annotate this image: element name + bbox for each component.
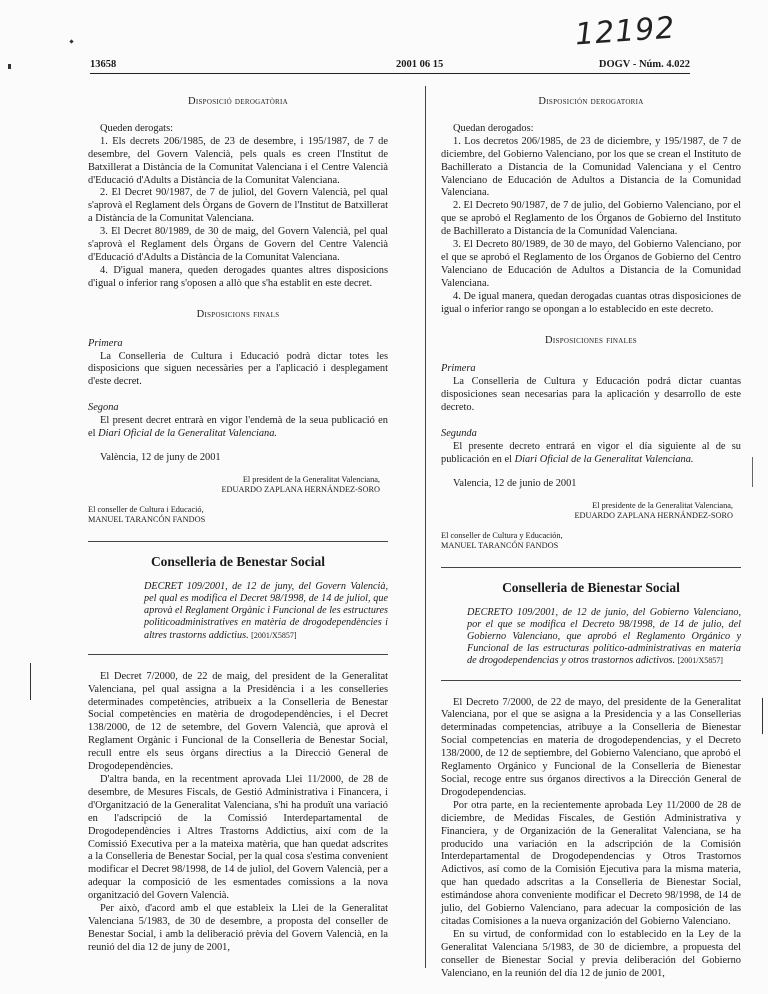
decree-reference: [2001/X5857] [251, 630, 297, 640]
countersign-name: MANUEL TARANCÓN FANDOS [441, 540, 559, 550]
paragraph: Queden derogats: [100, 122, 173, 134]
journal-name: Diari Oficial de la Generalitat Valenciana. [98, 428, 278, 440]
paragraph: 1. Los decretos 206/1985, de 23 de diciembre, y 195/1987, de 7 de diciembre, del Gobierno Valenciano, por los que se crean el Instituto de Bachillerato a Distancia de la Comunidad Valenciana y el Centro Valenciano de Educación de Adultos a Distancia de la Comunidad Valenciana. [441, 135, 741, 199]
paragraph-text: El present decret entrarà en vigor l'endemà de la seua publicació en el [88, 415, 388, 440]
paragraph [441, 441, 741, 467]
page-header [90, 59, 690, 73]
countersign-title: El conseller de Cultura i Educació, [88, 504, 204, 514]
provision-label: Primera [441, 363, 476, 375]
paragraph: Per això, d'acord amb el que estableix la Llei de la Generalitat Valenciana 5/1983, de 30 de desembre, a proposta del conseller de Benestar Social, i amb la deliberació prèvia del Govern Valencià, en la reunió del dia 12 de juny de 2001, [88, 903, 388, 953]
countersign-name: MANUEL TARANCÓN FANDOS [88, 514, 206, 524]
handwritten-number: 12192 [573, 10, 677, 53]
paragraph: 3. El Decreto 80/1989, de 30 de mayo, del Gobierno Valenciano, por el que se aprobó el Reglamento de los Órganos de Gobierno del Centro Valenciano de Educación de Adultos a Distancia de la Comunidad Valenciana. [441, 239, 741, 289]
journal-name: Diari Oficial de la Generalitat Valenciana. [514, 453, 694, 465]
paragraph: 2. El Decret 90/1987, de 7 de juliol, del Govern Valencià, pel qual s'aprovà el Reglament dels Òrgans de Govern de l'Institut de Batxillerat a Distància de la Comunitat Valenciana. [88, 187, 388, 225]
decree-title [467, 607, 741, 668]
paragraph-text: El presente decreto entrará en vigor el día siguiente al de su publicación en el [441, 440, 741, 465]
place-date: Valencia, 12 de junio de 2001 [453, 477, 577, 489]
paragraph: La Conselleria de Cultura y Educación podrá dictar cuantas disposiciones sean necesarias para la aplicación y desarrollo de este decreto. [441, 376, 741, 414]
scan-mark [30, 663, 31, 700]
signature-title: El president de la Generalitat Valenciana, [242, 474, 380, 484]
signature-name: EDUARDO ZAPLANA HERNÁNDEZ-SORO [221, 484, 380, 494]
paragraph: 4. D'igual manera, queden derogades quantes altres disposicions d'igual o inferior rang s'oposen a allò que s'ha establit en este decret. [88, 264, 388, 289]
scan-mark [762, 698, 763, 734]
decree-title-text: DECRETO 109/2001, de 12 de junio, del Gobierno Valenciano, por el que se modifica el Decreto 98/1998, de 14 de julio, del Gobierno Valenciano, que aprobó el Reglamento Orgánico y Funcional de las estructuras político-administrativas en materia de drogodependencias y otros trastornos adictivos. [467, 606, 741, 667]
column-spanish [441, 96, 741, 981]
paragraph: El Decret 7/2000, de 22 de maig, del president de la Generalitat Valenciana, pel qual assigna a la Presidència i a les conselleries determinades competències, atribueix a la Conselleria de Benestar Social competències en matèria de drogodependències, i el Decret 138/2000, de 12 de setembre, del Govern Valencià, que aprovà el Reglament Orgànic i Funcional de la Conselleria de Benestar Social, recull entre els seus òrgans directius a la Direcció General de Drogodependències. [88, 670, 388, 773]
signature-title: El presidente de la Generalitat Valenciana, [592, 500, 733, 510]
paragraph: La Conselleria de Cultura i Educació podrà dictar totes les disposicions que siguen necessàries per a l'aplicació i desplegament d'este decret. [88, 350, 388, 388]
countersign-title: El conseller de Cultura y Educación, [441, 530, 563, 540]
page-number: 13658 [90, 59, 117, 70]
decree-title [144, 581, 388, 642]
heading-final-provisions: Disposicions finals [196, 308, 280, 320]
paragraph: D'altra banda, en la recentment aprovada Llei 11/2000, de 28 de desembre, de Mesures Fiscals, de Gestió Administrativa i Financera, i d'Organització de la Generalitat Valenciana, s'hi ha produït una variació en l'adscripció de la Comissió Interdepartamental de Drogodependències i Altres Trastorns Addictius, així com de la Comissió Executiva per a la mateixa matèria, que han quedat adscrites a la Conselleria de Benestar Social, per la qual cosa s'estima convenient modificar el Decret 98/1998, de 14 de juliol, del Govern Valencià, per a adequar la composició de les esmentades comissions a la nova organització del Govern Valencià. [88, 774, 388, 902]
heading-final-provisions: Disposiciones finales [545, 334, 637, 346]
provision-label: Segona [88, 402, 119, 414]
section-title: Conselleria de Bienestar Social [502, 579, 680, 595]
scan-mark [69, 39, 73, 43]
paragraph: Por otra parte, en la recientemente aprobada Ley 11/2000 de 28 de diciembre, de Medidas Fiscales, de Gestión Administrativa y Financiera, y de Organización de la Generalitat Valenciana, se ha producido una variación en la adscripción de la Comisión Interdepartamental de Drogodependencias y Otros Trastornos Adictivos, así como de la Comisión Ejecutiva para la misma materia, que han quedado adscritas a la Conselleria de Bienestar Social, estimándose ahora conveniente modificar el Decreto 98/1998, de 14 de julio, del Gobierno Valenciano, para adecuar la composición de las citadas Comisiones a la nueva organización del Gobierno Valenciano. [441, 799, 741, 927]
paragraph: El Decreto 7/2000, de 22 de mayo, del presidente de la Generalitat Valenciana, por el que se asigna a la Presidencia y a las Consellerias determinadas competencias, atribuye a la Conselleria de Bienestar Social competencias en materia de drogodependencias, y el Decreto 138/2000, de 12 de septiembre, del Gobierno Valenciano, que aprobó el Reglamento Orgánico y Funcional de la Conselleria de Bienestar Social, recoge entre sus órganos directivos a la Dirección General de Drogodependencias. [441, 696, 741, 798]
section-title: Conselleria de Benestar Social [150, 553, 326, 569]
scan-mark [752, 457, 753, 487]
provision-label: Primera [88, 337, 123, 349]
issue-date: 2001 06 15 [396, 59, 444, 70]
decree-title-text: DECRET 109/2001, de 12 de juny, del Govern Valencià, pel qual es modifica el Decret 98/1998, de 14 de juliol, que aprovà el Reglament Orgànic i Funcional de les estructures politicoadministratives en matèria de drogodependències i altres trastorns addictius. [144, 580, 388, 641]
paragraph: 3. El Decret 80/1989, de 30 de maig, del Govern Valencià, pel qual s'aprovà el Reglament dels Òrgans de Govern del Centre Valencià d'Educació d'Adults a Distància de la Comunitat Valenciana. [88, 226, 388, 263]
provision-label: Segunda [441, 428, 477, 440]
paragraph: 1. Els decrets 206/1985, de 23 de desembre, i 195/1987, de 7 de desembre, del Govern Valencià, pels quals es creen l'Institut de Batxillerat a Distància de la Comunitat Valenciana i el Centre Valencià d'Educació d'Adults a Distància de la Comunitat Valenciana. [88, 135, 388, 186]
decree-reference: [2001/X5857] [677, 656, 723, 666]
paragraph: 2. El Decreto 90/1987, de 7 de julio, del Gobierno Valenciano, por el que se aprobó el Reglamento de los Órganos de Gobierno del Instituto de Bachillerato a Distancia de la Comunidad Valenciana. [441, 200, 741, 238]
paragraph: Quedan derogados: [453, 122, 534, 134]
signature-name: EDUARDO ZAPLANA HERNÁNDEZ-SORO [574, 510, 733, 520]
header-rule [90, 73, 690, 74]
column-valencian [88, 96, 388, 955]
paragraph: En su virtud, de conformidad con lo establecido en la Ley de la Generalitat Valenciana 5/1983, de 30 de diciembre, a propuesta del conseller de Bienestar Social y previa deliberación del Gobierno Valenciano, en la reunión del día 12 de junio de 2001, [441, 928, 741, 979]
place-date: València, 12 de juny de 2001 [100, 451, 221, 463]
paragraph: 4. De igual manera, quedan derogadas cuantas otras disposiciones de igual o inferior rango se opongan a lo establecido en este decreto. [441, 290, 741, 315]
heading-derogatory: Disposició derogatòria [187, 96, 289, 107]
scan-mark [8, 64, 11, 69]
heading-derogatory: Disposición derogatoria [538, 96, 644, 107]
journal-issue: DOGV - Núm. 4.022 [598, 59, 690, 70]
column-divider [425, 86, 426, 968]
paragraph [88, 415, 388, 441]
